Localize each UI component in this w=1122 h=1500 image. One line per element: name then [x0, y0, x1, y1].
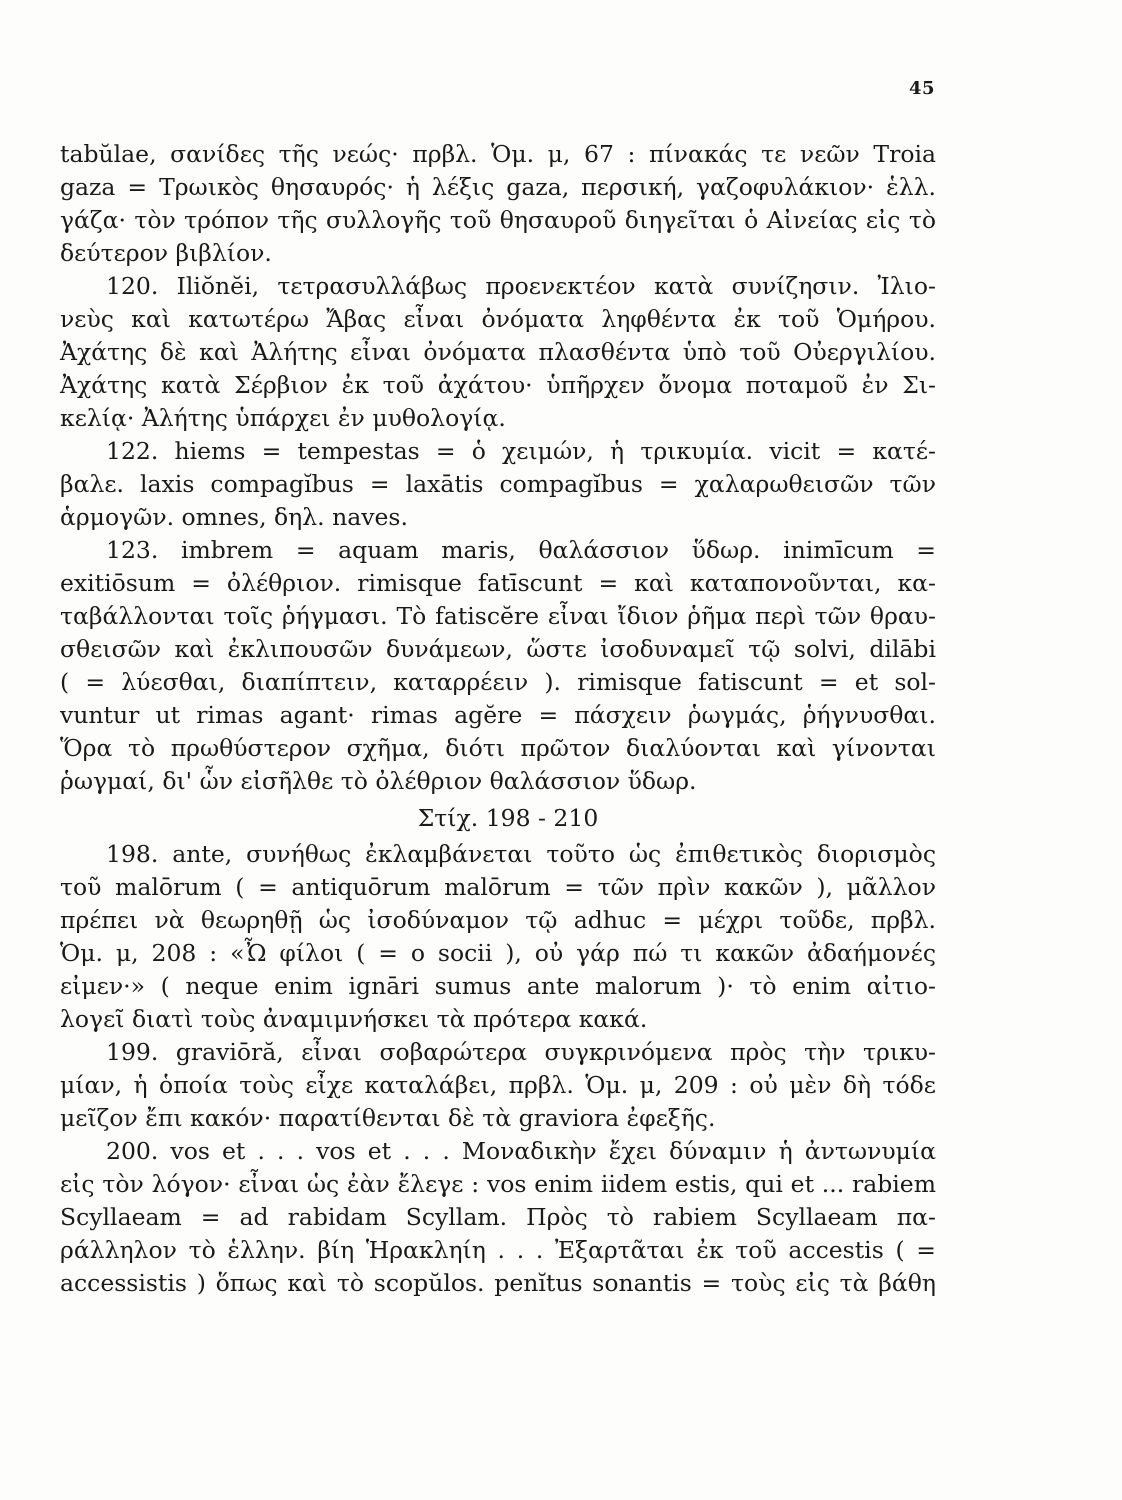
text-line: βαλε. laxis compagĭbus = laxātis compagĭbus = χαλαρωθεισῶν τῶν: [60, 470, 936, 498]
text-line: Ὁμ. μ, 208 : «Ὦ φίλοι ( = o socii ), οὐ γάρ πώ τι κακῶν ἀδαήμονές: [60, 939, 936, 967]
text-line: πρέπει νὰ θεωρηθῇ ὡς ἰσοδύναμον τῷ adhuc = μέχρι τοῦδε, πρβλ.: [60, 906, 936, 934]
text-line: 198. ante, συνήθως ἐκλαμβάνεται τοῦτο ὡς ἐπιθετικὸς διορισμὸς: [106, 840, 936, 868]
text-line: 122. hiems = tempestas = ὁ χειμών, ἡ τρικυμία. vicit = κατέ-: [106, 437, 936, 465]
text-line: ῥωγμαί, δι' ὧν εἰσῆλθε τὸ ὀλέθριον θαλάσσιον ὕδωρ.: [60, 767, 697, 795]
text-line: μεῖζον ἔπι κακόν· παρατίθενται δὲ τὰ graviora ἐφεξῆς.: [60, 1104, 716, 1132]
text-line: ταβάλλονται τοῖς ῥήγμασι. Τὸ fatiscĕre εἶναι ἴδιον ῥῆμα περὶ τῶν θραυ-: [60, 602, 936, 630]
text-line: εἰμεν·» ( neque enim ignāri sumus ante malorum )· τὸ enim αἰτιο-: [60, 972, 936, 1000]
section-heading: Στίχ. 198 - 210: [417, 804, 599, 832]
text-line: 123. imbrem = aquam maris, θαλάσσιον ὕδωρ. inimīcum =: [106, 536, 936, 564]
commentary-text: [60, 138, 936, 1300]
text-line: 200. vos et . . . vos et . . . Μοναδικὴν ἔχει δύναμιν ἡ ἀντωνυμία: [106, 1137, 936, 1165]
text-line: accessistis ) ὅπως καὶ τὸ scopŭlos. penĭtus sonantis = τοὺς εἰς τὰ βάθη: [60, 1269, 936, 1297]
commentary-block-1: [60, 138, 936, 798]
commentary-block-2: [60, 838, 936, 1300]
text-line: κελίᾳ· Ἀλήτης ὑπάρχει ἐν μυθολογίᾳ.: [60, 404, 506, 432]
text-line: δεύτερον βιβλίον.: [60, 239, 272, 267]
text-line: 199. graviōră, εἶναι σοβαρώτερα συγκρινόμενα πρὸς τὴν τρικυ-: [106, 1038, 936, 1066]
text-line: λογεῖ διατὶ τοὺς ἀναμιμνήσκει τὰ πρότερα κακά.: [60, 1005, 648, 1033]
text-line: Ἀχάτης δὲ καὶ Ἀλήτης εἶναι ὀνόματα πλασθέντα ὑπὸ τοῦ Οὐεργιλίου.: [60, 338, 936, 366]
text-line: Ὅρα τὸ πρωθύστερον σχῆμα, διότι πρῶτον διαλύονται καὶ γίνονται: [60, 734, 936, 762]
text-line: ( = λύεσθαι, διαπίπτειν, καταρρέειν ). rimisque fatiscunt = et sol-: [60, 668, 936, 696]
text-line: gaza = Τρωικὸς θησαυρός· ἡ λέξις gaza, περσική, γαζοφυλάκιον· ἑλλ.: [60, 173, 936, 201]
page-number: 45: [908, 78, 935, 99]
text-line: γάζα· τὸν τρόπον τῆς συλλογῆς τοῦ θησαυροῦ διηγεῖται ὁ Αἰνείας εἰς τὸ: [60, 206, 936, 234]
text-line: Scyllaeam = ad rabidam Scyllam. Πρὸς τὸ rabiem Scyllaeam πα-: [60, 1203, 936, 1231]
text-line: μίαν, ἡ ὁποία τοὺς εἶχε καταλάβει, πρβλ. Ὁμ. μ, 209 : οὐ μὲν δὴ τόδε: [60, 1071, 936, 1099]
text-line: ἁρμογῶν. omnes, δηλ. naves.: [60, 503, 408, 531]
text-line: Ἀχάτης κατὰ Σέρβιον ἐκ τοῦ ἀχάτου· ὑπῆρχεν ὄνομα ποταμοῦ ἐν Σι-: [60, 371, 936, 399]
text-line: σθεισῶν καὶ ἐκλιπουσῶν δυνάμεων, ὥστε ἰσοδυναμεῖ τῷ solvi, dilābi: [60, 635, 936, 663]
text-line: exitiōsum = ὀλέθριον. rimisque fatīscunt = καὶ καταπονοῦνται, κα-: [60, 569, 936, 597]
text-line: εἰς τὸν λόγον· εἶναι ὡς ἐὰν ἔλεγε : vos enim iidem estis, qui et ... rabiem: [60, 1170, 936, 1198]
text-line: vuntur ut rimas agant· rimas agĕre = πάσχειν ῥωγμάς, ῥήγνυσθαι.: [60, 701, 936, 729]
text-line: ράλληλον τὸ ἑλλην. βίη Ἡρακληίη . . . Ἐξαρτᾶται ἐκ τοῦ accestis ( =: [60, 1236, 936, 1264]
text-line: tabŭlae, σανίδες τῆς νεώς· πρβλ. Ὁμ. μ, 67 : πίνακάς τε νεῶν Troia: [60, 140, 936, 168]
text-line: τοῦ malōrum ( = antiquōrum malōrum = τῶν πρὶν κακῶν ), μᾶλλον: [60, 873, 936, 901]
text-line: νεὺς καὶ κατωτέρω Ἄβας εἶναι ὀνόματα ληφθέντα ἐκ τοῦ Ὁμήρου.: [60, 305, 936, 333]
text-line: 120. Iliŏnĕi, τετρασυλλάβως προενεκτέον κατὰ συνίζησιν. Ἰλιο-: [106, 272, 936, 300]
